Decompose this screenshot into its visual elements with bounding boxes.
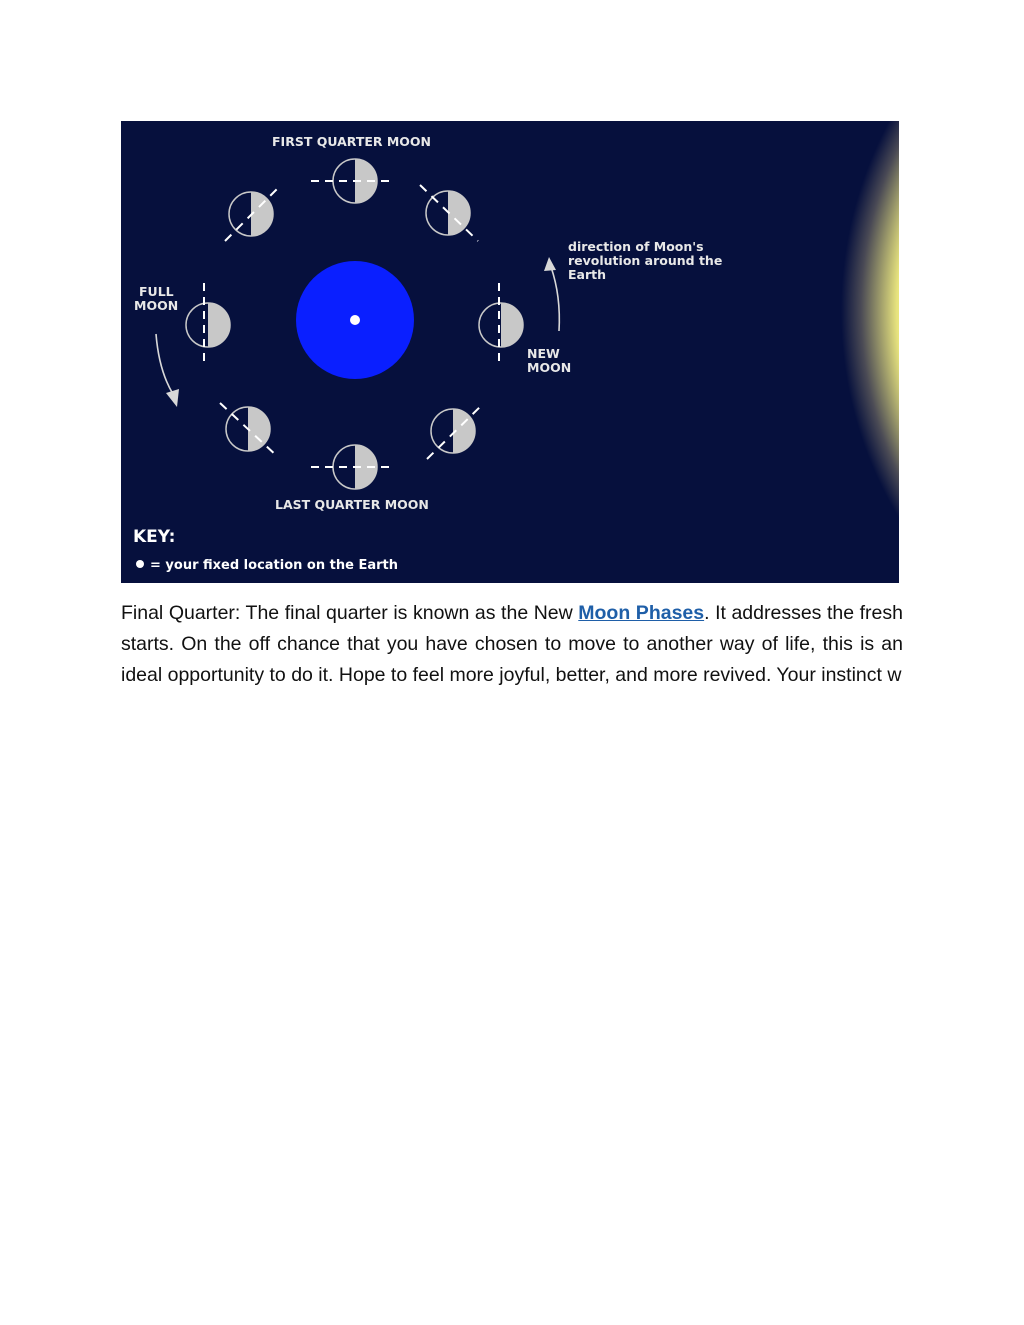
label-first-quarter: FIRST QUARTER MOON	[272, 134, 432, 149]
paragraph-text-end: . It addresses the fresh starts. On the off chance that you have chosen to move to another way of life, this is an ideal opportunity to do it. Hope to feel more joyful, better, and more revived. Your instinct w	[121, 602, 903, 686]
fixed-location-dot	[350, 315, 360, 325]
key-dot	[136, 560, 144, 568]
label-direction-line2: revolution around the	[568, 253, 723, 268]
body-paragraph	[121, 598, 903, 690]
key-title: KEY:	[133, 527, 176, 547]
space-background	[121, 121, 899, 583]
label-full-moon-line1: FULL	[139, 284, 174, 299]
key-legend: = your fixed location on the Earth	[150, 558, 398, 573]
moon-phases-link[interactable]: Moon Phases	[578, 602, 705, 624]
label-new-moon-line1: NEW	[527, 346, 560, 361]
label-full-moon-line2: MOON	[134, 298, 179, 313]
moon-phases-figure	[121, 121, 899, 583]
label-direction-line3: Earth	[568, 267, 607, 282]
label-direction-line1: direction of Moon's	[568, 239, 704, 254]
label-last-quarter: LAST QUARTER MOON	[275, 497, 429, 512]
label-new-moon-line2: MOON	[527, 360, 572, 375]
moon-phases-diagram	[121, 121, 899, 583]
paragraph-text-start: Final Quarter: The final quarter is known as the New	[121, 602, 579, 624]
